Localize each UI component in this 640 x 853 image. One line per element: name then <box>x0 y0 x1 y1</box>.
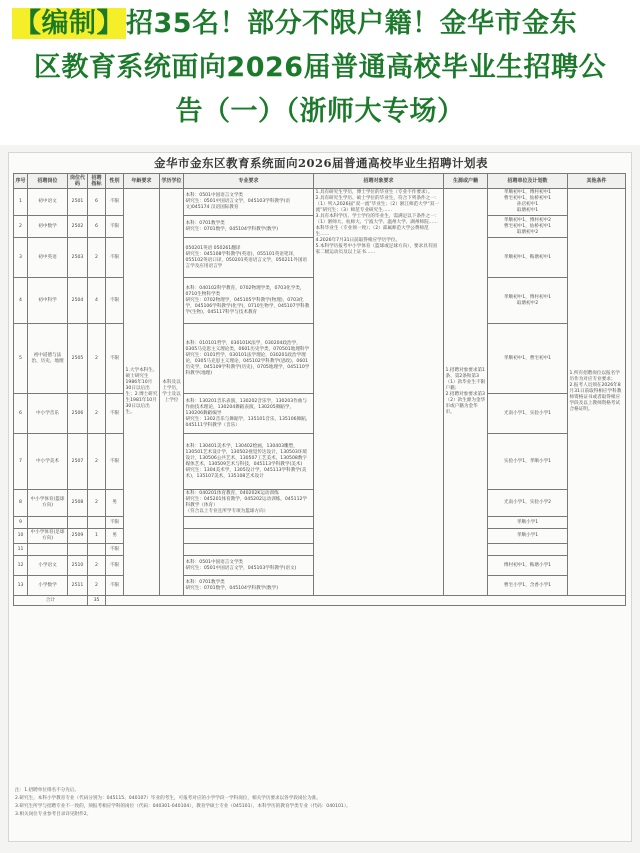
row-number: 12 <box>14 556 28 576</box>
post-name: 初中英语 <box>28 238 68 278</box>
hiring-units: 曹宅小学1，含香小学1 <box>488 576 568 596</box>
major-requirement: 本科：130401美术学，130402绘画，130403雕塑，130501艺术设计学，130502视觉传达设计，130503环境设计，130506公共艺术，130507工艺美术，130508数字媒体艺术，130509艺术与科技，045113学科教学(美术) 研究生：1304美术学，1305设计学，045113学科教学(美术)，135107美术，135108艺术设计 <box>184 434 314 490</box>
gender-req: 不限 <box>106 324 124 394</box>
hiring-units: 实验小学1，孝顺小学1 <box>488 434 568 490</box>
headline-line-1 <box>12 4 628 44</box>
headline-line-1-text: 招35名！部分不限户籍！金华市金东 <box>126 8 578 39</box>
recruitment-plan-table <box>13 173 626 606</box>
post-code <box>68 517 88 529</box>
post-quota: 2 <box>88 434 106 490</box>
header-cell: 岗位代码 <box>68 174 88 189</box>
row-number: 10 <box>14 529 28 544</box>
post-name: 中小学体育(足球方向) <box>28 529 68 544</box>
post-name: 初中语文 <box>28 189 68 216</box>
post-quota: 2 <box>88 576 106 596</box>
hiring-units <box>488 544 568 556</box>
footnote-line: 3.研究生所学与招聘专业不一致的，须报考相应学科的岗位（代码：040301-040104），教育学硕士专业（045101），本科学历的教育学类专业（代码：040101）。 <box>15 804 351 809</box>
major-requirement: 本科：130201音乐表演，130202音乐学，130203作曲与作曲技术理论，130204舞蹈表演，130205舞蹈学，130206舞蹈编导 研究生：1302音乐与舞蹈学，135101音乐，135106舞蹈，045111学科教学（音乐） <box>184 394 314 434</box>
major-requirement: 050201英语 050261翻译 研究生：045108学科教学(英语)，055101英语笔译，055102英语口译，050201英语语言文学，050211外国语言学及应用语言学 <box>184 238 314 278</box>
hiring-units: 光南小学1，实验小学1 <box>488 394 568 434</box>
hiring-units: 孝顺初中1，鞍塘初中1 <box>488 238 568 278</box>
hiring-units: 光南小学1，实验小学2 <box>488 490 568 517</box>
header-cell: 生源或户籍 <box>444 174 488 189</box>
gender-req: 不限 <box>106 434 124 490</box>
header-cell: 专业要求 <box>184 174 314 189</box>
gender-req: 男 <box>106 529 124 544</box>
post-quota <box>88 544 106 556</box>
post-quota: 6 <box>88 189 106 216</box>
post-quota: 1 <box>88 529 106 544</box>
recruitment-table-document <box>8 152 632 842</box>
hiring-units: 孝顺小学1 <box>488 517 568 529</box>
row-number: 5 <box>14 324 28 394</box>
hiring-units: 孝顺小学1 <box>488 529 568 544</box>
post-quota: 2 <box>88 556 106 576</box>
post-code: 2505 <box>68 324 88 394</box>
row-number: 9 <box>14 517 28 529</box>
post-code: 2508 <box>68 490 88 517</box>
post-code: 2504 <box>68 278 88 324</box>
major-requirement: 本科：0701数学类 研究生：0701数学，045104学科教学(数学) <box>184 216 314 238</box>
post-name: 中小学体育(篮球方向) <box>28 490 68 517</box>
hiring-units: 孝顺初中1，傅村初中1 取塘初中2 <box>488 278 568 324</box>
post-code: 2506 <box>68 394 88 434</box>
total-label: 合计 <box>14 596 88 606</box>
post-name: 小学数学 <box>28 576 68 596</box>
hiring-units: 孝顺初中1，曹宅初中1 <box>488 324 568 394</box>
major-requirement: 本科：040102科学教育，0702物理学类，0703化学类，0710生物科学类 研究生：0702物理学，045105学科教学(物理)，0703化学，045106学科教学(化学)，0710生物学，045107学科教学(生物)，045117科学与技术教育 <box>184 278 314 324</box>
header-cell: 招聘岗位 <box>28 174 68 189</box>
row-number: 13 <box>14 576 28 596</box>
post-name: 小学语文 <box>28 556 68 576</box>
document-title: 金华市金东区教育系统面向2026届普通高校毕业生招聘计划表 <box>153 156 488 170</box>
target-requirement: 1.具有研究生学历，博士学位的毕业生（专业不作要求）。 2.具有研究生学历、硕士学位的毕业生，符合下列条件之一：（1）列入2026届“双一流”毕业生；（2）浙江师范大学“双一流”研究生；（3）师范专业研究生…… 3.具有本科学历、学士学位的毕业生，需满足以下条件之一：（1）浙师大、杭师大、宁波大学、温州大学、湖州师院……本科毕业生（专业须一致）；（2）部属师范大学公费师范生…… 4.2026年7月31日前取得相应学历学位。 5.本科学历报考中小学体育（篮球或足球方向），要求具有国家二级运动员及以上证书…… <box>314 189 444 596</box>
table-body <box>14 189 626 606</box>
major-requirement: 本科：0501中国语言文学类 研究生：0501中国语言文学，045103学科教学(语文)045174 汉语国际教育 <box>184 189 314 216</box>
header-cell: 招聘指标 <box>88 174 106 189</box>
headline-line-2: 区教育系统面向2026届普通高校毕业生招聘公 <box>33 52 607 83</box>
header-cell: 序号 <box>14 174 28 189</box>
post-name: 中小学美术 <box>28 434 68 490</box>
table-row <box>14 189 626 216</box>
row-number: 3 <box>14 238 28 278</box>
footnotes <box>15 787 627 819</box>
post-quota: 2 <box>88 490 106 517</box>
major-requirement: 本科：0701数学类 研究生：0701数学，045104学科教学(数学) <box>184 576 314 596</box>
post-quota: 2 <box>88 238 106 278</box>
post-name <box>28 517 68 529</box>
post-quota: 4 <box>88 278 106 324</box>
row-number: 11 <box>14 544 28 556</box>
post-code: 2502 <box>68 216 88 238</box>
post-quota <box>88 517 106 529</box>
row-number: 8 <box>14 490 28 517</box>
row-number: 1 <box>14 189 28 216</box>
gender-req: 男 <box>106 490 124 517</box>
row-number: 4 <box>14 278 28 324</box>
hiring-units: 孝顺初中1，傅村初中2 曹宅初中1，仙桥初中1 取塘初中2 <box>488 216 568 238</box>
major-requirement <box>184 529 314 544</box>
headline-line-3: 告（一）（浙师大专场） <box>175 96 465 127</box>
row-number: 6 <box>14 394 28 434</box>
headline-banner <box>0 0 640 145</box>
hiring-units: 孝顺初中1，傅村初中1 曹宅初中1，仙桥初中1 孙店初中1 取塘初中1 <box>488 189 568 216</box>
header-cell: 招聘单位及计划数 <box>488 174 568 189</box>
post-code: 2509 <box>68 529 88 544</box>
major-requirement: 本科：040201体育教育，040202K运动训练 研究生：045201体育教学，045202运动训练，045112学科教学（体育） （符合以上专业且所学专项为篮球方向） <box>184 490 314 517</box>
header-cell: 年龄要求 <box>124 174 160 189</box>
row-number: 2 <box>14 216 28 238</box>
major-requirement: 本科：0501中国语言文学类 研究生：0501中国语言文学，045103学科教学(语文) <box>184 556 314 576</box>
total-quota: 35 <box>88 596 106 606</box>
gender-req: 不限 <box>106 189 124 216</box>
major-requirement: 本科：010101哲学，030101K法学，030204政治学，0305马克思主义理论类，0601历史学类，070501地理科学 研究生：0101哲学，030101法学理论，030201政治学理论，0305马克思主义理论，045102学科教学(思政)，0601历史学，045109学科教学(历史)，0705地理学，045110学科教学(地理) <box>184 324 314 394</box>
post-code: 2511 <box>68 576 88 596</box>
post-name: 中小学音乐 <box>28 394 68 434</box>
gender-req: 不限 <box>106 394 124 434</box>
other-conditions: 1.所有招聘岗位以报名学历作为对应专业要求； 2.报考人员须在2026年8月31日前取得相应学科教师资格证书或者取得相应学段及以上教师资格考试合格证明。 <box>568 189 626 596</box>
post-code: 2501 <box>68 189 88 216</box>
header-cell: 招聘对象要求 <box>314 174 444 189</box>
row-number: 7 <box>14 434 28 490</box>
gender-req: 不限 <box>106 216 124 238</box>
major-requirement <box>184 544 314 556</box>
origin-requirement: 1.招聘对象要求第1条、第2条和第3（1）款毕业生不限户籍； 2.招聘对象要求第3（2）款生源为金华市或户籍为金华市。 <box>444 189 488 596</box>
post-quota: 2 <box>88 324 106 394</box>
post-name: 初中科学 <box>28 278 68 324</box>
major-requirement <box>184 517 314 529</box>
footnote-line: 注：1.招聘单位排名不分先后。 <box>15 788 80 793</box>
post-code: 2507 <box>68 434 88 490</box>
age-requirement: 1.大学本科生、硕士研究生1986年10月30日以后出生；2.博士研究生1981年10月30日以后出生。 <box>124 189 160 596</box>
total-filler <box>106 596 626 606</box>
post-name: 初中道德与法治、历史、地理 <box>28 324 68 394</box>
gender-req: 不限 <box>106 517 124 529</box>
gender-req: 不限 <box>106 576 124 596</box>
gender-req: 不限 <box>106 556 124 576</box>
post-code <box>68 544 88 556</box>
post-code: 2503 <box>68 238 88 278</box>
gender-req: 不限 <box>106 278 124 324</box>
post-name <box>28 544 68 556</box>
headline-tag: 【编制】 <box>14 8 124 39</box>
post-quota: 6 <box>88 216 106 238</box>
total-row <box>14 596 626 606</box>
footnote-line: 2.研究生、本科小学教育专业（代码分别为：045115、040107）毕业的考生，可报考对应的小学学段一学科岗位，相关学历要求以各学段岗位为准。 <box>15 796 321 801</box>
footnote-line: 3.相关岗位专业参考目录详见附件2。 <box>15 812 92 817</box>
header-cell: 其他条件 <box>568 174 626 189</box>
hiring-units: 傅村初中1，鞍塘小学1 <box>488 556 568 576</box>
gender-req: 不限 <box>106 544 124 556</box>
education-requirement: 本科及以上学历，学士及以上学位 <box>160 189 184 596</box>
post-quota: 2 <box>88 394 106 434</box>
table-header-row <box>14 174 626 189</box>
header-cell: 性别 <box>106 174 124 189</box>
post-code: 2510 <box>68 556 88 576</box>
gender-req: 不限 <box>106 238 124 278</box>
header-cell: 学历学位 <box>160 174 184 189</box>
post-name: 初中数学 <box>28 216 68 238</box>
